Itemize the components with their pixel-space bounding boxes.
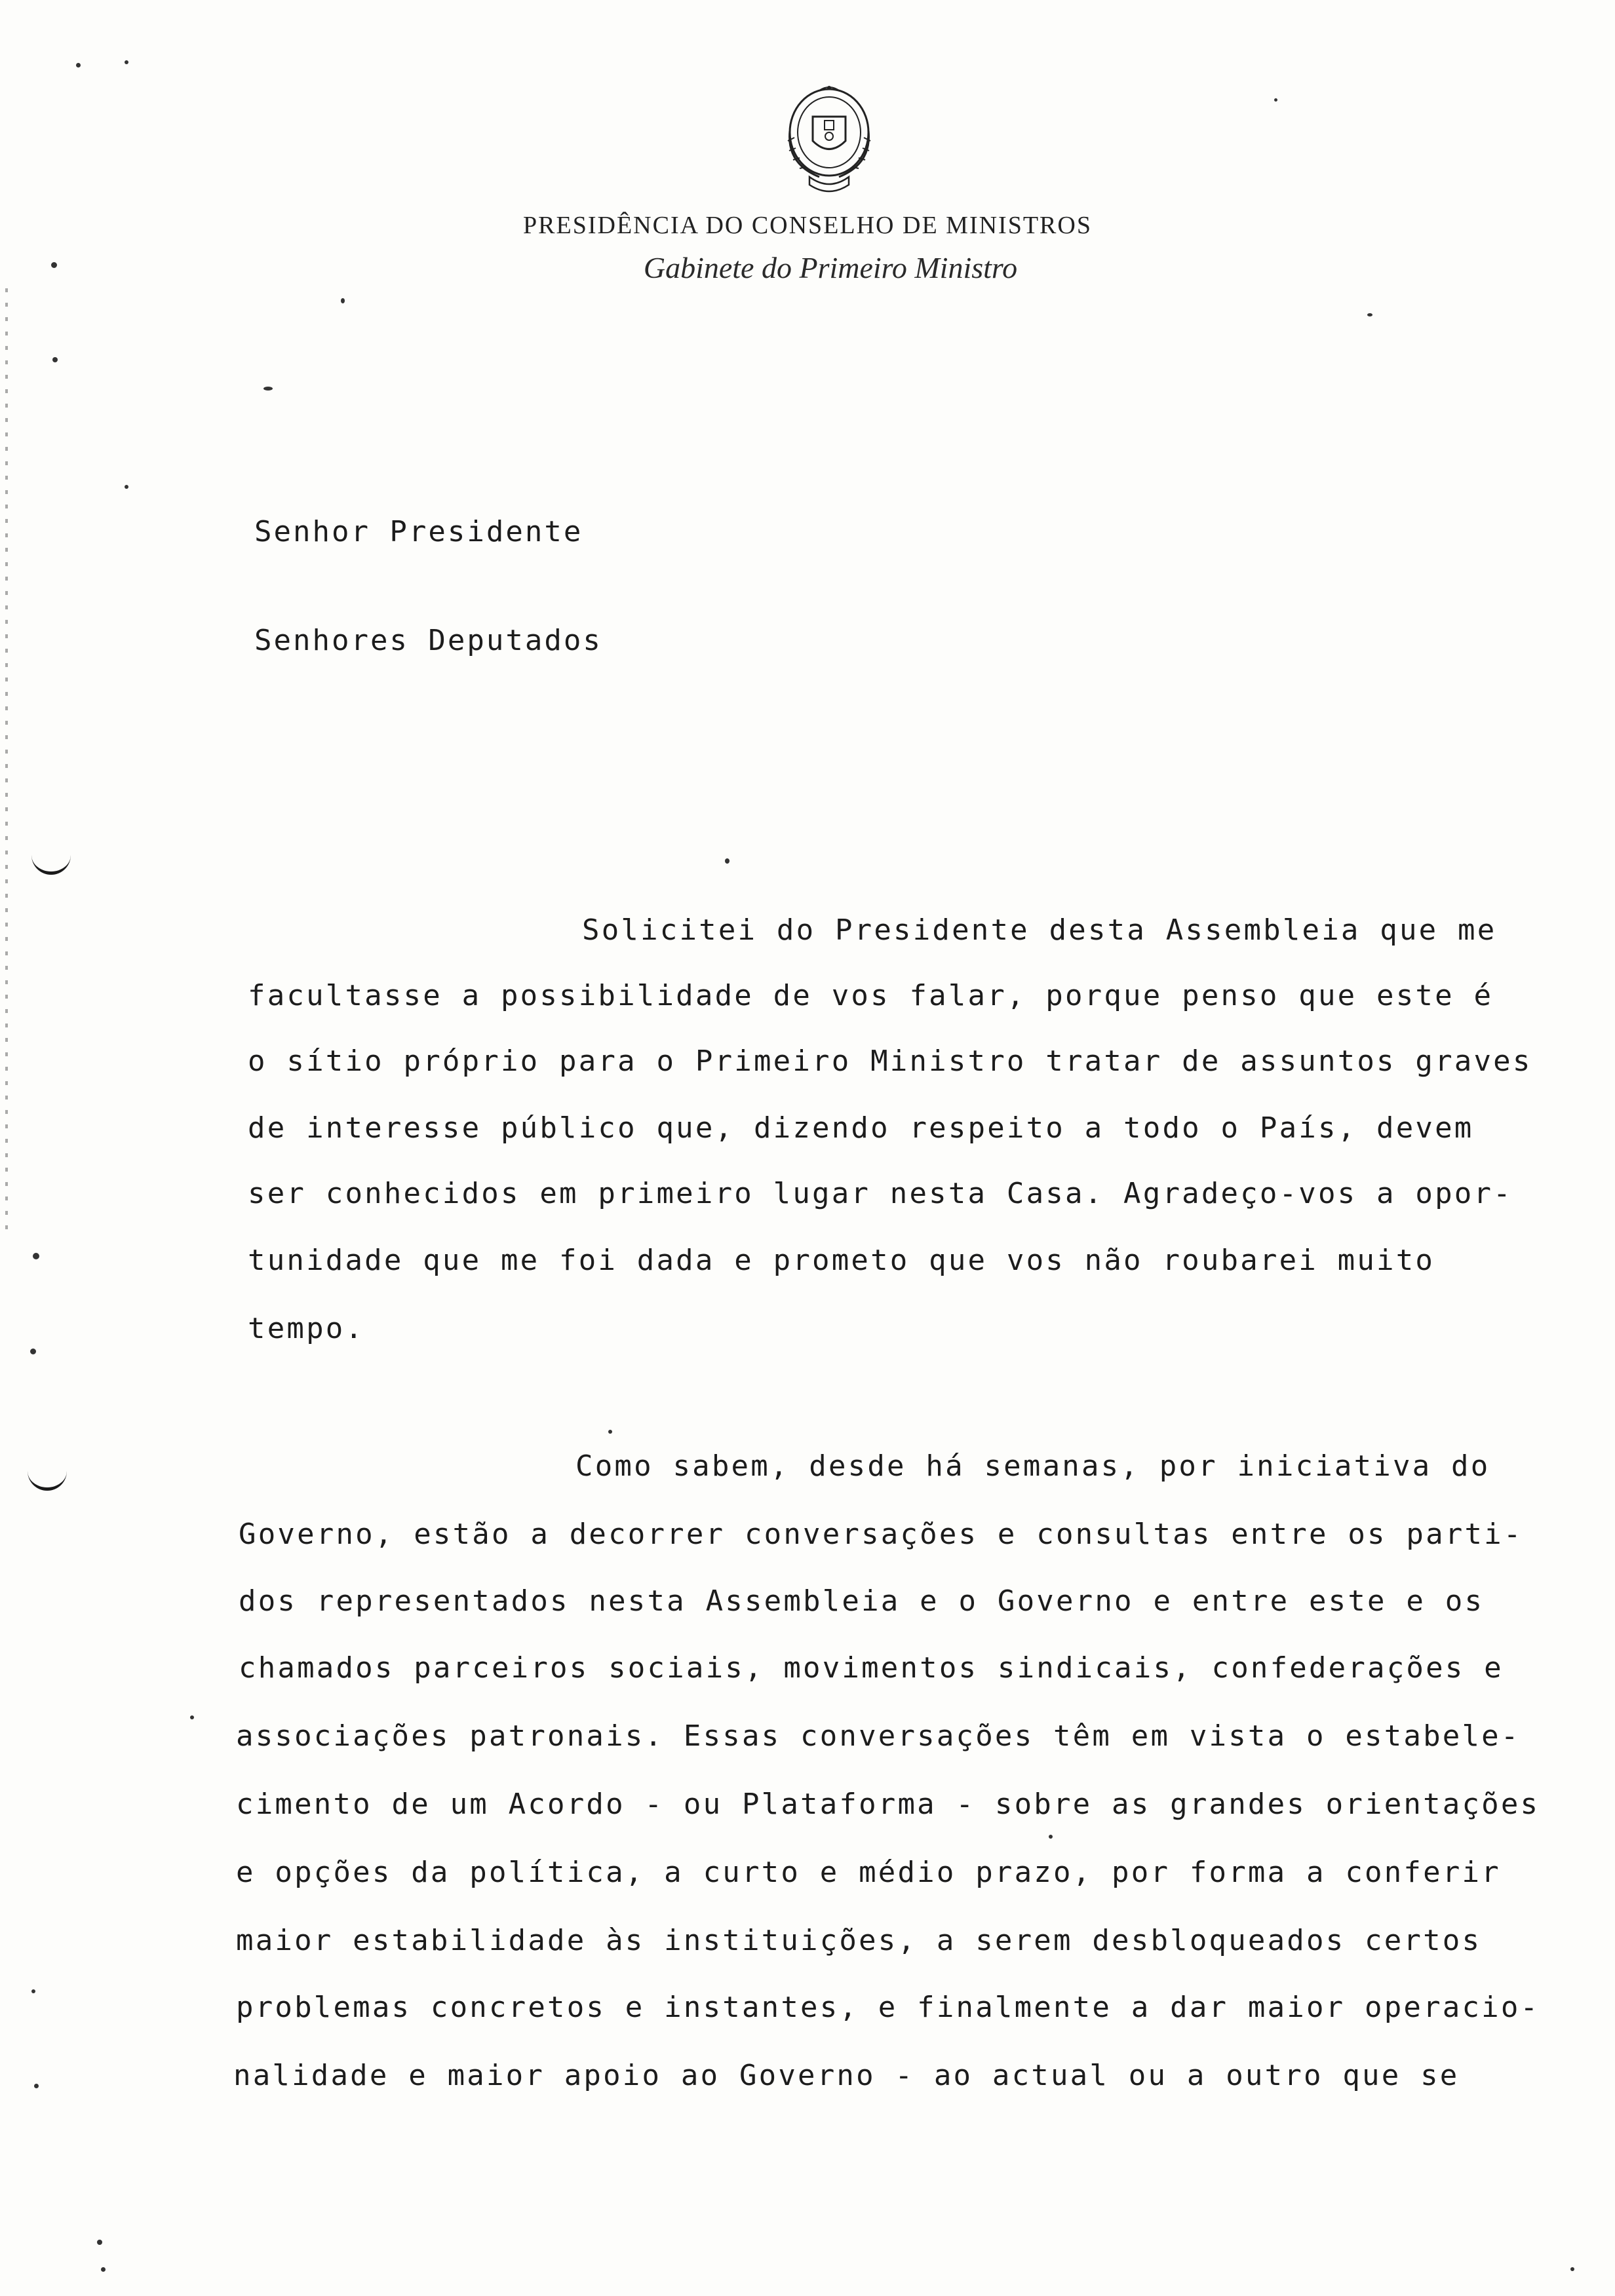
scan-speck	[30, 1349, 36, 1354]
paragraph-line: de interesse público que, dizendo respeito a todo o País, devem	[248, 1111, 1474, 1145]
scan-speck	[33, 1253, 39, 1259]
scan-speck	[1049, 1835, 1053, 1839]
scan-speck	[125, 485, 128, 489]
scan-speck	[101, 2267, 106, 2272]
paragraph-line: associações patronais. Essas conversações têm em vista o estabele-	[236, 1719, 1521, 1753]
paragraph-line: facultasse a possibilidade de vos falar, porque penso que este é	[248, 979, 1494, 1012]
scan-speck	[97, 2240, 102, 2245]
paragraph-line: Como sabem, desde há semanas, por iniciativa do	[575, 1449, 1490, 1483]
scan-speck	[31, 1989, 35, 1993]
coat-of-arms-seal	[773, 79, 885, 203]
scan-speck	[34, 2084, 39, 2088]
scan-speck	[76, 63, 81, 67]
scan-speck	[125, 60, 128, 64]
paragraph-line: maior estabilidade às instituições, a serem desbloqueados certos	[236, 1924, 1482, 1957]
paragraph-line: chamados parceiros sociais, movimentos sindicais, confederações e	[239, 1651, 1504, 1685]
scan-speck	[52, 357, 58, 362]
paragraph-line: cimento de um Acordo - ou Plataforma - sobre as grandes orientações	[236, 1788, 1540, 1821]
paragraph-line: ser conhecidos em primeiro lugar nesta Casa. Agradeço-vos a opor-	[248, 1177, 1513, 1210]
paragraph-line: tunidade que me foi dada e prometo que vos não roubarei muito	[248, 1244, 1435, 1277]
scan-speck	[1274, 98, 1277, 102]
organization-name: PRESIDÊNCIA DO CONSELHO DE MINISTROS	[523, 212, 1092, 239]
scan-speck	[725, 858, 730, 864]
paragraph-line: problemas concretos e instantes, e finalmente a dar maior operacio-	[236, 1991, 1540, 2024]
scan-edge-marks	[5, 288, 8, 1232]
salutation-president: Senhor Presidente	[254, 515, 583, 548]
scan-speck	[341, 298, 345, 303]
paragraph-line: Governo, estão a decorrer conversações e consultas entre os parti-	[239, 1518, 1523, 1551]
scan-speck	[190, 1715, 194, 1719]
punch-hole-mark	[31, 852, 71, 875]
office-name: Gabinete do Primeiro Ministro	[643, 251, 1018, 284]
paragraph-line: nalidade e maior apoio ao Governo - ao actual ou a outro que se	[233, 2059, 1460, 2092]
scan-speck	[608, 1430, 612, 1434]
punch-hole-mark	[28, 1468, 67, 1491]
paragraph-line: Solicitei do Presidente desta Assembleia que me	[582, 913, 1497, 947]
paragraph-line: e opções da política, a curto e médio prazo, por forma a conferir	[236, 1856, 1501, 1889]
salutation-deputies: Senhores Deputados	[254, 624, 602, 657]
scan-speck	[51, 262, 57, 268]
paragraph-line: tempo.	[248, 1312, 365, 1345]
scan-speck	[1367, 313, 1372, 316]
scan-speck	[1570, 2267, 1574, 2271]
paragraph-line: dos representados nesta Assembleia e o Governo e entre este e os	[239, 1584, 1485, 1618]
paragraph-line: o sítio próprio para o Primeiro Ministro tratar de assuntos graves	[248, 1044, 1532, 1078]
scan-speck	[263, 387, 273, 391]
